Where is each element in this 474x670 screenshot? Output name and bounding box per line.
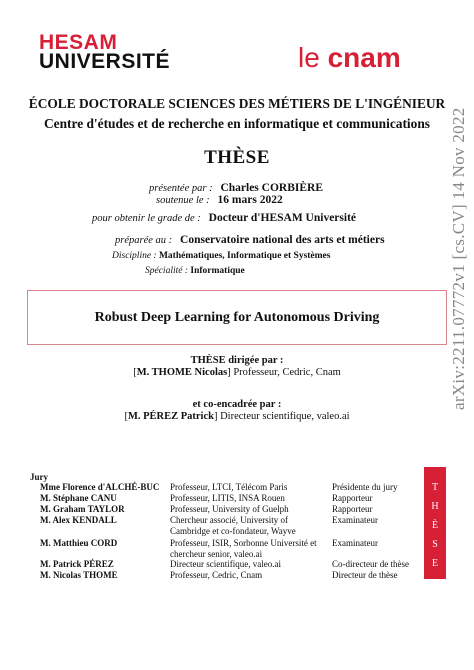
degree-label: pour obtenir le grade de : [92, 213, 201, 224]
jury-member-title: Professeur, Cedric, Cnam [170, 570, 263, 580]
cnam-logo-bold: cnam [327, 42, 401, 73]
side-band-letter: H [431, 501, 439, 512]
jury-member-role: Examinateur [332, 515, 378, 525]
presented-by-value: Charles CORBIÈRE [220, 182, 324, 194]
codirector-name: M. PÉREZ Patrick [127, 411, 214, 422]
jury-member-name: M. Stéphane CANU [40, 493, 117, 503]
discipline-label: Discipline : [112, 251, 157, 261]
jury-member-role: Rapporteur [332, 504, 373, 514]
presented-by-label: présentée par : [149, 183, 213, 194]
codirected-by-text: et co-encadrée par : [192, 399, 282, 410]
jury-member-title: Chercheur associé, University of Cambridge et co-fondateur, Wayve [170, 515, 296, 536]
jury-member-title: Directeur scientifique, valeo.ai [170, 559, 281, 569]
page-title: THÈSE [204, 147, 270, 168]
doctoral-school: ÉCOLE DOCTORALE SCIENCES DES MÉTIERS DE L'INGÉNIEUR [28, 96, 446, 111]
jury-member-role: Présidente du jury [332, 482, 398, 492]
hesam-logo [39, 33, 170, 71]
presented-by-row [149, 182, 323, 194]
jury-member-role: Examinateur [332, 538, 378, 548]
discipline-row [112, 251, 330, 261]
jury-member-name: M. Graham TAYLOR [40, 504, 125, 514]
directed-by-text: THÈSE dirigée par : [190, 355, 284, 366]
jury-member-title: Professeur, ISIR, Sorbonne Université et chercheur senior, valeo.ai [170, 538, 317, 559]
speciality-row [145, 266, 245, 276]
thesis-title: Robust Deep Learning for Autonomous Driving [94, 310, 380, 325]
side-band-letter: T [431, 482, 439, 493]
codirector-line: [M. PÉREZ Patrick] Directeur scientifique, valeo.ai [124, 411, 350, 422]
defended-value: 16 mars 2022 [217, 194, 283, 206]
jury-member-name: M. Matthieu CORD [40, 538, 118, 548]
director-line: [M. THOME Nicolas] Professeur, Cedric, Cnam [133, 367, 341, 378]
codirected-by-label [0, 399, 474, 410]
prepared-row [115, 234, 385, 246]
director-role: Professeur, Cedric, Cnam [230, 367, 341, 378]
jury-member-role: Rapporteur [332, 493, 373, 503]
jury-member-name: Mme Florence d'ALCHÉ-BUC [40, 482, 160, 492]
side-band-letter: E [431, 558, 439, 569]
cnam-logo-light: le [298, 42, 328, 73]
jury-member-role: Directeur de thèse [332, 570, 398, 580]
defended-label: soutenue le : [156, 195, 210, 206]
jury-label: Jury [30, 472, 48, 482]
side-band-letter: S [432, 539, 438, 550]
degree-row [92, 212, 356, 224]
hesam-logo-line2: UNIVERSITÉ [39, 50, 171, 73]
codirector-role: Directeur scientifique, valeo.ai [217, 411, 350, 422]
jury-member-name: M. Nicolas THOME [40, 570, 118, 580]
defended-row [156, 194, 283, 206]
jury-member-title: Professeur, LTCI, Télécom Paris [170, 482, 288, 492]
cnam-logo [298, 42, 401, 74]
prepared-label: préparée au : [115, 235, 173, 246]
directed-by-label [0, 355, 474, 366]
discipline-value: Mathématiques, Informatique et Systèmes [158, 251, 331, 261]
hesam-logo-line1: HESAM [39, 31, 118, 54]
prepared-value: Conservatoire national des arts et métiers [180, 234, 385, 246]
jury-member-title: Professeur, University of Guelph [170, 504, 289, 514]
jury-member-role: Co-directeur de thèse [332, 559, 409, 569]
jury-member-title: Professeur, LITIS, INSA Rouen [170, 493, 285, 503]
side-band-letter: È [431, 520, 439, 531]
speciality-label: Spécialité : [145, 266, 188, 276]
speciality-value: Informatique [190, 266, 245, 276]
jury-member-name: M. Alex KENDALL [40, 515, 117, 525]
degree-value: Docteur d'HESAM Université [208, 212, 357, 224]
director-name: M. THOME Nicolas [136, 367, 228, 378]
arxiv-identifier: arXiv:2211.07772v1 [cs.CV] 14 Nov 2022 [449, 107, 468, 410]
jury-member-name: M. Patrick PÉREZ [40, 559, 114, 569]
research-centre: Centre d'études et de recherche en informatique et communications [43, 116, 431, 131]
